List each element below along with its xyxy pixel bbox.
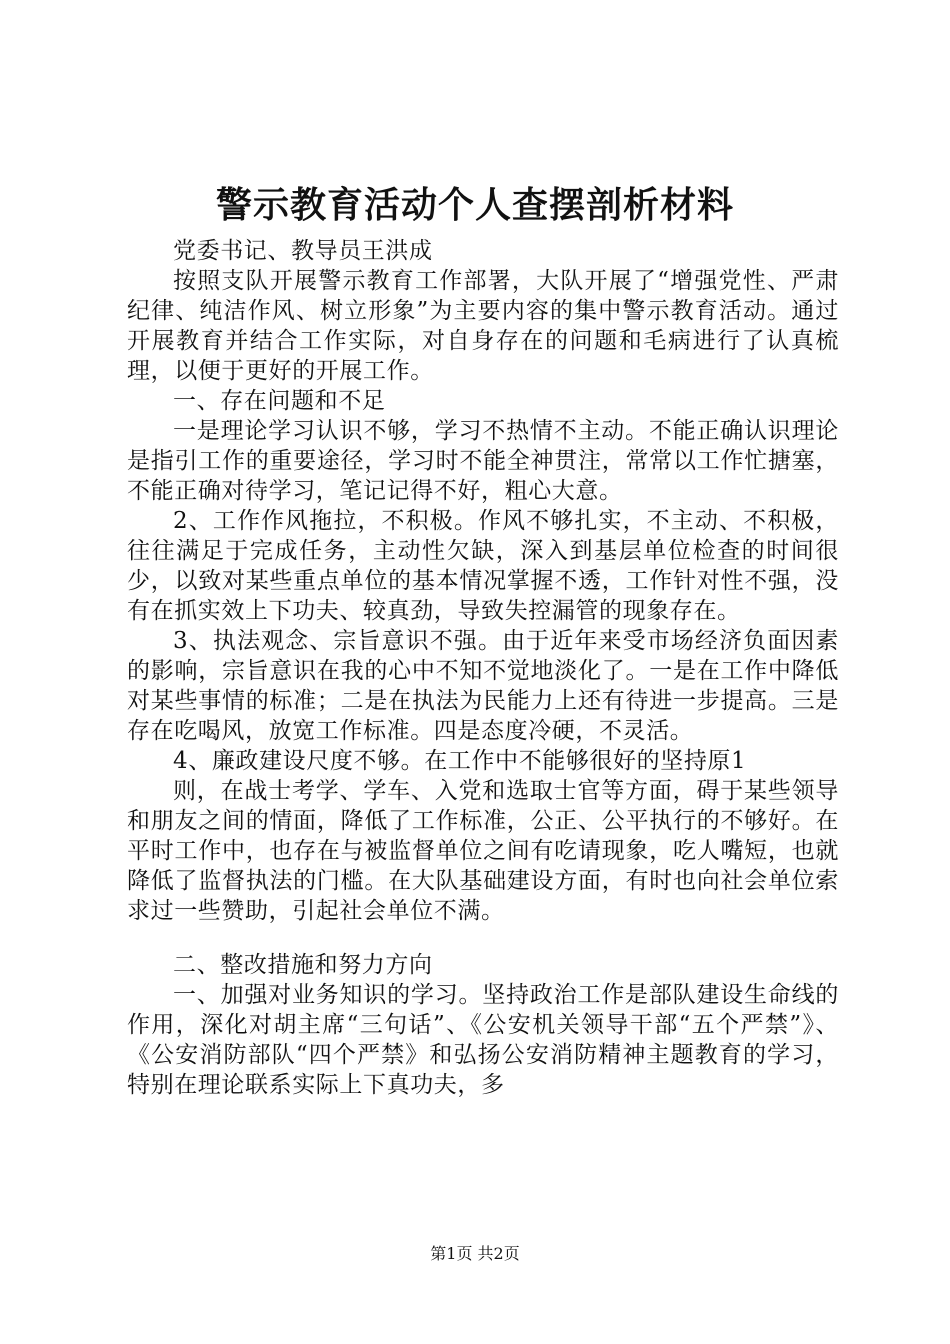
section-heading-problems: 一、存在问题和不足	[173, 388, 386, 414]
author-line: 党委书记、教导员王洪成	[173, 238, 433, 264]
problem-paragraph-1: 一是理论学习认识不够，学习不热情不主动。不能正确认识理论是指引工作的重要途径，学习时不能全神贯注，常常以工作忙搪塞，不能正确对待学习，笔记记得不好，粗心大意。	[127, 418, 839, 504]
section-heading-measures: 二、整改措施和努力方向	[173, 952, 433, 978]
problem-paragraph-2: 2、工作作风拖拉，不积极。作风不够扎实，不主动、不积极，往往满足于完成任务，主动性欠缺，深入到基层单位检查的时间很少，以致对某些重点单位的基本情况掌握不透，工作针对性不强，没有在抓实效上下功夫、较真劲，导致失控漏管的现象存在。	[127, 508, 839, 624]
document-title: 警示教育活动个人查摆剖析材料	[215, 184, 734, 226]
problem-paragraph-3: 3、执法观念、宗旨意识不强。由于近年来受市场经济负面因素的影响，宗旨意识在我的心中不知不觉地淡化了。一是在工作中降低对某些事情的标准；二是在执法为民能力上还有待进一步提高。三是存在吃喝风，放宽工作标准。四是态度冷硬，不灵活。	[127, 628, 839, 744]
intro-paragraph: 按照支队开展警示教育工作部署，大队开展了“增强党性、严肃纪律、纯洁作风、树立形象”为主要内容的集中警示教育活动。通过开展教育并结合工作实际，对自身存在的问题和毛病进行了认真梳理，以便于更好的开展工作。	[127, 268, 839, 384]
page-footer: 第1页 共2页	[430, 1244, 520, 1263]
document-body	[127, 236, 839, 1100]
measure-paragraph-1: 一、加强对业务知识的学习。坚持政治工作是部队建设生命线的作用，深化对胡主席“三句话”、《公安机关领导干部“五个严禁”》、《公安消防部队“四个严禁》和弘扬公安消防精神主题教育的学习，特别在理论联系实际上下真功夫，多	[127, 982, 839, 1098]
problem-paragraph-4-cont: 则，在战士考学、学车、入党和选取士官等方面，碍于某些领导和朋友之间的情面，降低了工作标准，公正、公平执行的不够好。在平时工作中，也存在与被监督单位之间有吃请现象，吃人嘴短，也就降低了监督执法的门槛。在大队基础建设方面，有时也向社会单位索求过一些赞助，引起社会单位不满。	[127, 778, 839, 924]
problem-paragraph-4-start: 4、廉政建设尺度不够。在工作中不能够很好的坚持原1	[173, 748, 747, 774]
